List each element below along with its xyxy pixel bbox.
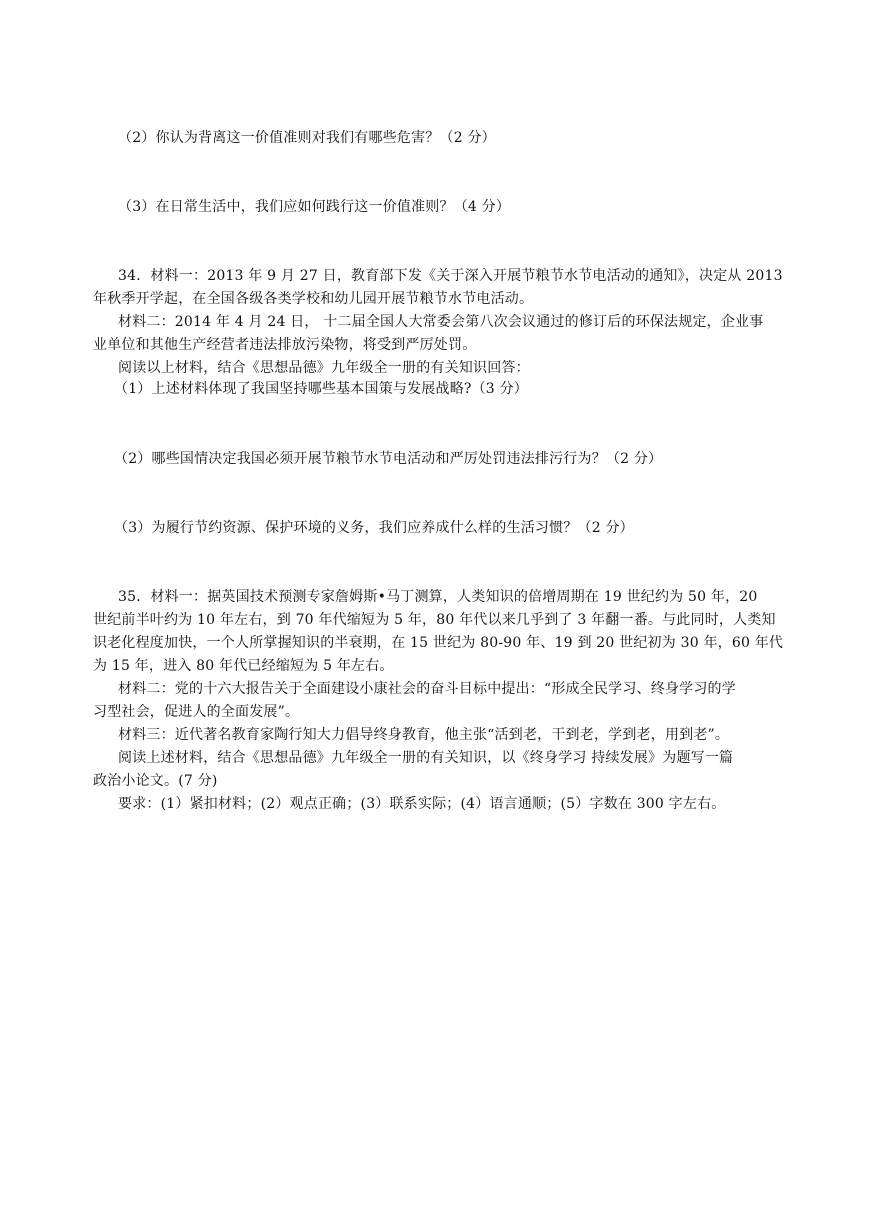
q35-material-1-line-3: 识老化程度加快，一个人所掌握知识的半衰期，在 15 世纪为 80-90 年、19 到 20 世纪初为 30 年，60 年代 — [93, 635, 784, 651]
q34-subquestion-3: （3）为履行节约资源、保护环境的义务，我们应养成什么样的生活习惯？（2 分） — [114, 520, 634, 536]
q34-subquestion-2: （2）哪些国情决定我国必须开展节粮节水节电活动和严厉处罚违法排污行为？（2 分） — [114, 451, 663, 467]
q35-prompt-line-2: 政治小论文。(7 分) — [93, 773, 218, 789]
q34-material-1-line-1: 34．材料一：2013 年 9 月 27 日，教育部下发《关于深入开展节粮节水节电活动的通知》，决定从 2013 — [118, 268, 783, 284]
q35-requirements: 要求：(1）紧扣材料；(2）观点正确；(3）联系实际；(4）语言通顺；(5）字数在 300 字左右。 — [118, 796, 726, 812]
q35-material-2-line-2: 习型社会，促进人的全面发展”。 — [93, 704, 300, 720]
q35-material-1-line-2: 世纪前半叶约为 10 年左右，到 70 年代缩短为 5 年，80 年代以来几乎到了 3 年翻一番。与此同时，人类知 — [93, 612, 776, 628]
q34-material-1-line-2: 年秋季开学起，在全国各级各类学校和幼儿园开展节粮节水节电活动。 — [93, 291, 534, 307]
q34-material-2-line-2: 业单位和其他生产经营者违法排放污染物，将受到严厉处罚。 — [93, 337, 477, 353]
q34-material-2-line-1: 材料二：2014 年 4 月 24 日， 十二届全国人大常委会第八次会议通过的修订后的环保法规定，企业事 — [118, 314, 764, 330]
q35-material-2-line-1: 材料二：党的十六大报告关于全面建设小康社会的奋斗目标中提出：“形成全民学习、终身学习的学 — [118, 681, 736, 697]
q33-subquestion-2: （2）你认为背离这一价值准则对我们有哪些危害？（2 分） — [118, 130, 496, 146]
q35-material-3: 材料三：近代著名教育家陶行知大力倡导终身教育，他主张“活到老，干到老，学到老，用到老”。 — [118, 727, 730, 743]
q34-subquestion-1: （1）上述材料体现了我国坚持哪些基本国策与发展战略?（3 分） — [114, 381, 528, 397]
q35-prompt-line-1: 阅读上述材料，结合《思想品德》九年级全一册的有关知识，以《终身学习 持续发展》为题写一篇 — [118, 750, 734, 766]
q34-prompt: 阅读以上材料，结合《思想品德》九年级全一册的有关知识回答： — [118, 360, 530, 376]
q33-subquestion-3: （3）在日常生活中，我们应如何践行这一价值准则？（4 分） — [118, 199, 511, 215]
q35-material-1-line-1: 35．材料一：据英国技术预测专家詹姆斯•马丁测算，人类知识的倍增周期在 19 世纪约为 50 年，20 — [118, 589, 758, 605]
q35-material-1-line-4: 为 15 年，进入 80 年代已经缩短为 5 年左右。 — [93, 658, 394, 674]
